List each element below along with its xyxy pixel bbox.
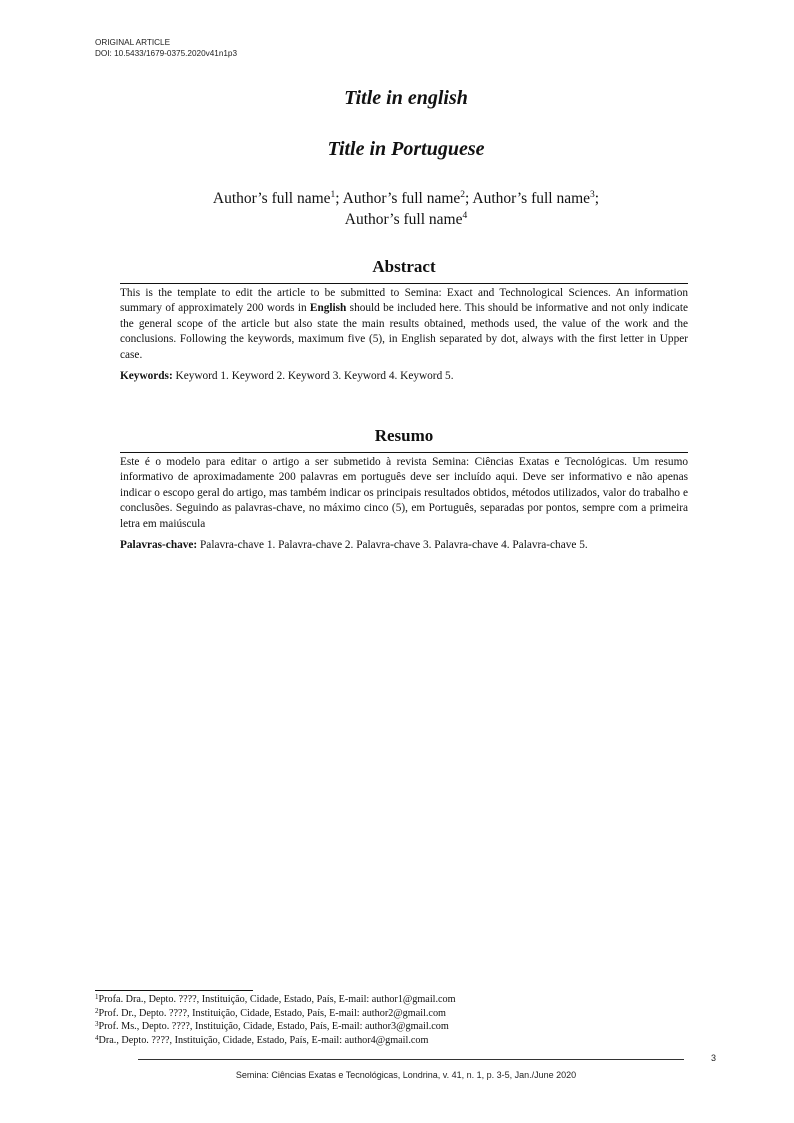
resumo-heading: Resumo	[120, 426, 688, 453]
footnote-text: Prof. Dr., Depto. ????, Instituição, Cidade, Estado, País, E-mail: author2@gmail.com	[98, 1007, 446, 1019]
author-name: Author’s full name	[344, 211, 463, 228]
abstract-body	[120, 286, 688, 363]
footnote-item	[95, 1020, 456, 1034]
resumo-keywords	[120, 538, 688, 553]
author-name: Author’s full name	[342, 190, 461, 207]
doi-text: DOI: 10.5433/1679-0375.2020v41n1p3	[95, 49, 238, 58]
author-affiliation-marker: 4	[462, 211, 468, 221]
abstract-keywords	[120, 369, 688, 384]
footnote-number: 1	[95, 993, 99, 1001]
author-name: Author’s full name	[212, 190, 331, 207]
resumo-section	[120, 426, 688, 553]
footnotes	[95, 993, 456, 1047]
footnote-text: Dra., Depto. ????, Instituição, Cidade, Estado, País, E-mail: author4@gmail.com	[98, 1034, 429, 1046]
footnote-item	[95, 1007, 456, 1021]
abstract-text-part: should be included here. This should be informative and not only indicate the general scope of the article but also state the main results obtained, methods used, the value of the work and the conclusions. Following the keywords, maximum five (5), in English separated by dot, always with the first letter in Upper case.	[120, 302, 688, 361]
keywords-list: Keyword 1. Keyword 2. Keyword 3. Keyword 4. Keyword 5.	[175, 370, 454, 383]
footnote-item	[95, 1034, 456, 1048]
abstract-heading: Abstract	[120, 257, 688, 284]
title-portuguese: Title in Portuguese	[327, 138, 485, 160]
author-name: Author’s full name	[472, 190, 591, 207]
abstract-bold-word: English	[309, 302, 347, 315]
palavras-chave-list: Palavra-chave 1. Palavra-chave 2. Palavra-chave 3. Palavra-chave 4. Palavra-chave 5.	[200, 539, 588, 552]
footnote-text: Prof. Ms., Depto. ????, Instituição, Cidade, Estado, País, E-mail: author3@gmail.com	[98, 1021, 449, 1032]
footnote-divider	[95, 990, 253, 991]
title-english: Title in english	[344, 87, 468, 109]
footnote-number: 3	[95, 1020, 99, 1028]
author-affiliation-marker: 3	[590, 190, 595, 200]
author-affiliation-marker: 2	[460, 190, 466, 200]
footnote-text: Profa. Dra., Depto. ????, Instituição, Cidade, Estado, País, E-mail: author1@gmail.com	[98, 994, 456, 1005]
footnote-item	[95, 993, 456, 1007]
abstract-text-part: This is the template to edit the article to be submitted to Semina: Exact and Technological Sciences. An information summary of approximately 200 words in	[120, 287, 688, 315]
abstract-section	[120, 257, 688, 384]
author-list	[0, 188, 794, 230]
author-separator: ;	[335, 190, 343, 207]
footnote-number: 2	[95, 1006, 99, 1015]
author-separator: ;	[594, 190, 600, 207]
article-type-label: ORIGINAL ARTICLE	[95, 38, 171, 47]
author-separator: ;	[465, 190, 473, 207]
article-header-meta	[95, 37, 237, 59]
resumo-body: Este é o modelo para editar o artigo a ser submetido à revista Semina: Ciências Exatas e Tecnológicas. Um resumo informativo de aproximadamente 200 palavras em português deve ser incluído aqui. Deve ser informativo e não apenas indicar o escopo geral do artigo, mas também indicar os principais resultados obtidos, métodos utilizados, valor do trabalho e conclusões. Seguindo as palavras-chave, no máximo cinco (5), em Português, separadas por pontos, sempre com a primeira letra em maiúscula	[120, 456, 688, 530]
journal-citation-footer: Semina: Ciências Exatas e Tecnológicas, Londrina, v. 41, n. 1, p. 3-5, Jan./June 2020	[235, 1070, 577, 1080]
page-number: 3	[711, 1053, 717, 1063]
footer-divider	[138, 1059, 684, 1060]
author-affiliation-marker: 1	[330, 190, 336, 200]
palavras-chave-label: Palavras-chave:	[120, 539, 198, 552]
keywords-label: Keywords:	[120, 370, 173, 383]
footnote-number: 4	[95, 1033, 99, 1042]
